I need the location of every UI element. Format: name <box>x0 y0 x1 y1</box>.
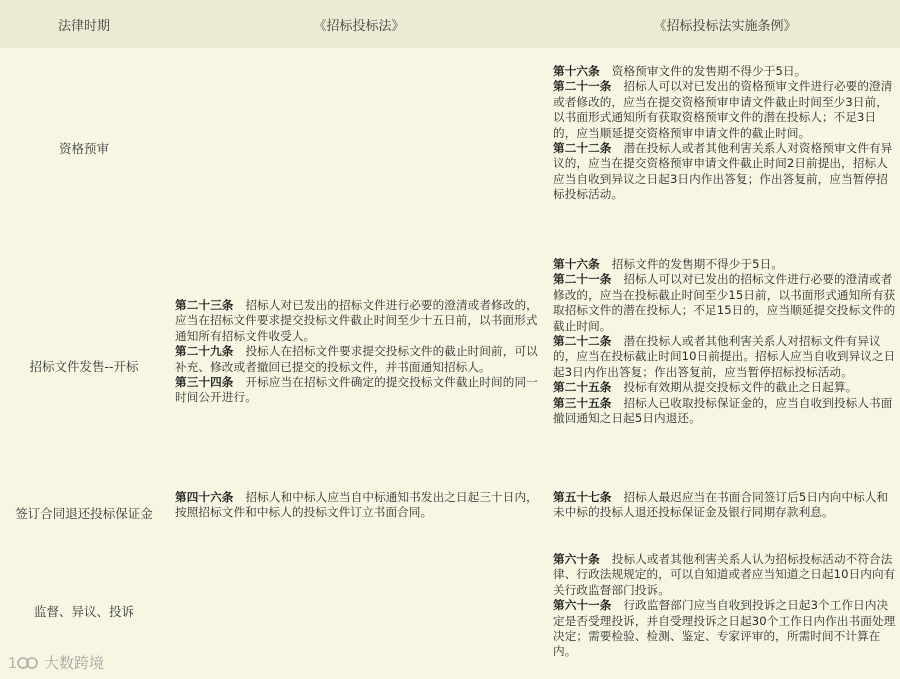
svg-text:1: 1 <box>8 655 17 672</box>
regulation-cell <box>553 552 896 660</box>
period-label: 签订合同退还投标保证金 <box>15 506 153 521</box>
article-item: 第二十二条 潜在投标人或者其他利害关系人对招标文件有异议的，应当在投标截止时间10日前提出。招标人应当自收到异议之日起3日内作出答复；作出答复前，应当暂停招标投标活动。 <box>553 334 896 379</box>
article-item: 第二十三条 招标人对已发出的招标文件进行必要的澄清或者修改的，应当在招标文件要求提交投标文件截止时间至少十五日前，以书面形式通知所有招标文件收受人。 <box>175 298 538 343</box>
law-cell <box>175 490 547 521</box>
article-item: 第六十一条 行政监督部门应当自收到投诉之日起3个工作日内决定是否受理投诉，并自受理投诉之日起30个工作日内作出书面处理决定；需要检验、检测、鉴定、专家评审的，所需时间不计算在内。 <box>553 598 896 659</box>
article-item: 第二十五条 投标有效期从提交投标文件的截止之日起算。 <box>553 380 858 395</box>
article-item: 第三十五条 招标人已收取投标保证金的，应当自收到投标人书面撤回通知之日起5日内退还。 <box>553 395 893 426</box>
article-item: 第四十六条 招标人和中标人应当自中标通知书发出之日起三十日内，按照招标文件和中标人的投标文件订立书面合同。 <box>175 490 538 520</box>
law-cell <box>175 298 547 406</box>
article-item: 第十六条 资格预审文件的发售期不得少于5日。 <box>553 64 807 78</box>
watermark <box>8 652 104 673</box>
article-item: 第二十一条 招标人可以对已发出的招标文件进行必要的澄清或者修改的，应当在投标截止时间至少15日前，以书面形式通知所有获取招标文件的潜在投标人；不足15日的，应当顺延提交投标文件的截止时间。 <box>553 272 896 333</box>
article-item: 第二十九条 投标人在招标文件要求提交投标文件的截止时间前，可以补充、修改或者撤回已提交的投标文件，并书面通知招标人。 <box>175 344 538 374</box>
period-label: 监督、异议、投诉 <box>33 604 134 619</box>
article-item: 第三十四条 开标应当在招标文件确定的提交投标文件截止时间的同一时间公开进行。 <box>175 375 538 405</box>
period-label: 资格预审 <box>58 141 109 156</box>
header-period: 法律时期 <box>0 0 168 48</box>
logo-icon <box>8 653 38 673</box>
period-label: 招标文件发售--开标 <box>29 358 139 374</box>
article-item: 第二十二条 潜在投标人或者其他利害关系人对资格预审文件有异议的，应当在提交资格预审申请文件截止时间2日前提出，招标人应当自收到异议之日起3日内作出答复；作出答复前，应当暂停招标投标活动。 <box>553 141 893 202</box>
article-item: 第十六条 招标文件的发售期不得少于5日。 <box>553 257 783 271</box>
regulation-cell <box>553 257 896 426</box>
regulation-cell <box>553 490 896 521</box>
regulation-cell <box>553 64 896 203</box>
article-item: 第五十七条 招标人最迟应当在书面合同签订后5日内向中标人和未中标的投标人退还投标保证金及银行同期存款利息。 <box>553 490 889 520</box>
article-item: 第六十条 投标人或者其他利害关系人认为招标投标活动不符合法律、行政法规规定的，可以自知道或者应当知道之日起10日内向有关行政监督部门投诉。 <box>553 552 896 597</box>
article-item: 第二十一条 招标人可以对已发出的资格预审文件进行必要的澄清或者修改的，应当在提交资格预审申请文件截止时间至少3日前，以书面形式通知所有获取资格预审文件的潜在投标人；不足3日的，应当顺延提交资格预审申请文件的截止时间。 <box>553 79 893 140</box>
header-regulation: 《招标投标法实施条例》 <box>550 0 900 48</box>
header-law: 《招标投标法》 <box>168 0 550 48</box>
watermark-text: 大数跨境 <box>44 654 105 672</box>
